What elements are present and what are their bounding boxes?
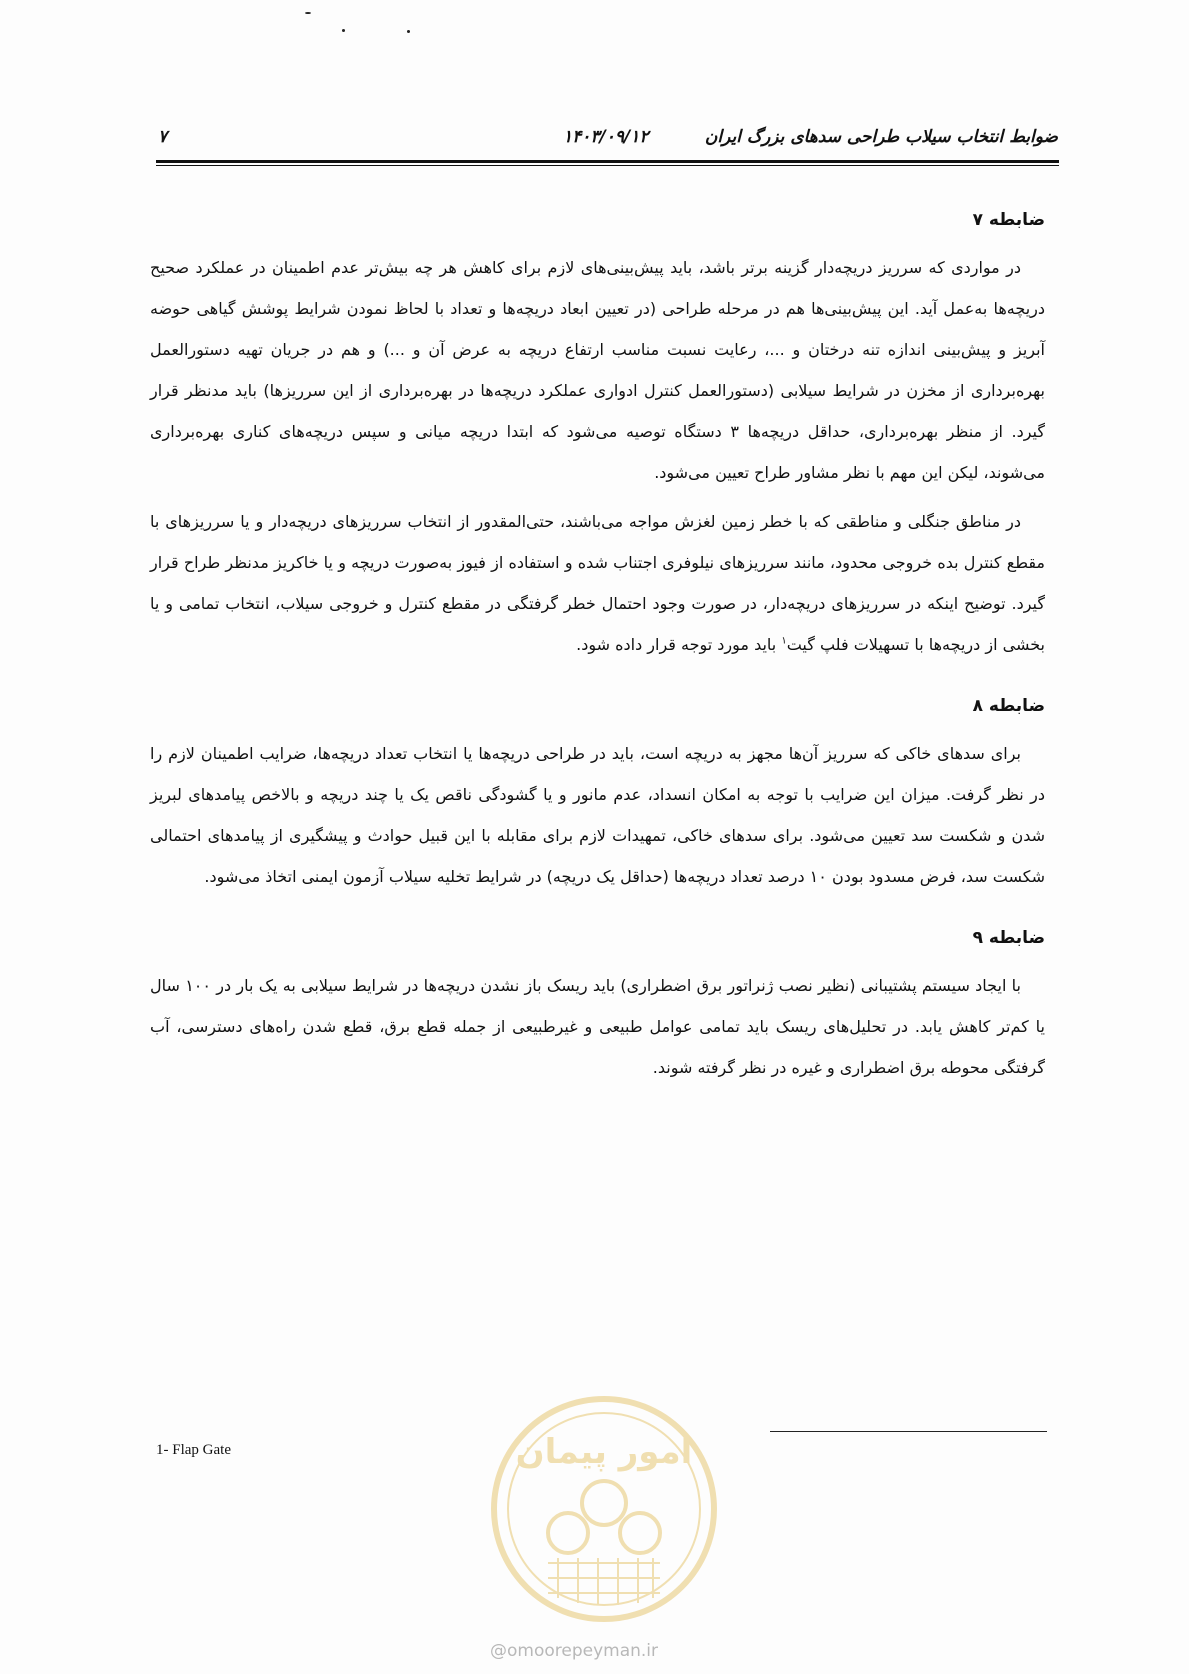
watermark-url: @omoorepeyman.ir xyxy=(490,1641,659,1661)
paragraph: با ایجاد سیستم پشتیبانی (نظیر نصب ژنراتور برق اضطراری) باید ریسک باز نشدن دریچه‌ها در شرایط سیلابی به یک بار در ۱۰۰ سال یا کم‌تر کاهش یابد. در تحلیل‌های ریسک باید تمامی عوامل طبیعی و غیرطبیعی از جمله قطع برق، قطع شدن راه‌های دسترسی، آب گرفتگی محوطه برق اضطراری و غیره در نظر گرفته شوند. xyxy=(150,976,1045,1077)
seal-graphic xyxy=(488,1393,720,1625)
page-header xyxy=(158,127,1058,149)
section-heading: ضابطه ۸ xyxy=(972,696,1045,716)
page-number: ۷ xyxy=(158,127,168,147)
watermark-seal xyxy=(488,1393,720,1625)
document-body xyxy=(150,205,1045,1096)
header-date: ۱۴۰۳/۰۹/۱۲ xyxy=(563,127,649,147)
footnote: 1- Flap Gate xyxy=(156,1442,231,1458)
paragraph-text: باید مورد توجه قرار داده شود. xyxy=(576,635,777,654)
paragraph-text: در مناطق جنگلی و مناطقی که با خطر زمین لغزش مواجه می‌باشند، حتی‌المقدور از انتخاب سرریزهای دریچه‌دار و یا سرریزهای با مقطع کنترل بده خروجی محدود، مانند سرریزهای نیلوفری اجتناب شده و استفاده از فیوز به‌صورت دریچه و یا خاکریز مدنظر طراح قرار گیرد. توضیح اینکه در سرریزهای دریچه‌دار، در صورت وجود احتمال خطر گرفتگی در مقطع کنترل و خروجی سیلاب، انتخاب تمامی و یا بخشی از دریچه‌ها با تسهیلات فلپ گیت xyxy=(150,512,1045,654)
paragraph xyxy=(150,501,1045,665)
header-rule-thick xyxy=(156,160,1059,163)
header-rule-thin xyxy=(156,165,1059,166)
footnote-rule xyxy=(770,1431,1047,1432)
paragraph: برای سدهای خاکی که سرریز آن‌ها مجهز به دریچه است، باید در طراحی دریچه‌ها یا انتخاب تعداد دریچه‌ها، ضرایب اطمینان لازم را در نظر گرفت. میزان این ضرایب با توجه به امکان انسداد، عدم مانور و یا گشودگی ناقص یک یا چند دریچه و بالاخص پیامدهای لبریز شدن و شکست سد تعیین می‌شود. برای سدهای خاکی، تمهیدات لازم برای مقابله با این قبیل حوادث و پیشگیری از پیامدهای احتمالی شکست سد، فرض مسدود بودن ۱۰ درصد تعداد دریچه‌ها (حداقل یک دریچه) در شرایط تخلیه سیلاب آزمون ایمنی اتخاذ می‌شود. xyxy=(150,744,1045,886)
footnote-mark: ۱ xyxy=(781,635,787,647)
section-heading: ضابطه ۷ xyxy=(972,210,1045,230)
seal-text: امور پیمان xyxy=(515,1432,693,1472)
paragraph: در مواردی که سرریز دریچه‌دار گزینه برتر باشد، باید پیش‌بینی‌های لازم برای کاهش هر چه بیش‌تر عدم اطمینان در عملکرد صحیح دریچه‌ها به‌عمل آید. این پیش‌بینی‌ها هم در مرحله طراحی (در تعیین ابعاد دریچه‌ها و تعداد با لحاظ نمودن شرایط پوشش گیاهی حوضه آبریز و پیش‌بینی اندازه تنه درختان و ...، رعایت نسبت مناسب ارتفاع دریچه به عرض آن و ...) و هم در جریان تهیه دستورالعمل بهره‌برداری از مخزن در شرایط سیلابی (دستورالعمل کنترل ادواری عملکرد دریچه‌ها در بهره‌برداری از این سرریزها) باید مدنظر قرار گیرد. از منظر بهره‌برداری، حداقل دریچه‌ها ۳ دستگاه توصیه می‌شود که ابتدا دریچه میانی و سپس دریچه‌های کناری بهره‌برداری می‌شوند، لیکن این مهم با نظر مشاور طراح تعیین می‌شود. xyxy=(150,258,1045,482)
section-heading: ضابطه ۹ xyxy=(972,928,1045,948)
header-title: ضوابط انتخاب سیلاب طراحی سدهای بزرگ ایران xyxy=(704,127,1058,147)
